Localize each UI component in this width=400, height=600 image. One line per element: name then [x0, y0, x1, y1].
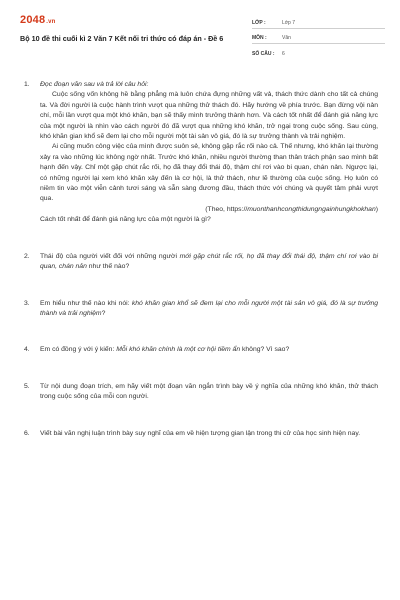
question-prefix: Em hiểu như thế nào khi nói:: [40, 299, 132, 307]
meta-value: 6: [282, 51, 285, 57]
questions-list: [24, 80, 378, 439]
question-body: [40, 299, 378, 320]
source-link[interactable]: muonthanhcongthidungngainhungkhokhan: [247, 205, 376, 213]
meta-row-class: [252, 14, 385, 29]
question-quote: mới gặp chút rắc rối, họ đã thay đổi thái độ, thậm chí rơi vào bi quan, chán nản: [40, 252, 378, 271]
meta-label: SỐ CÂU :: [252, 51, 275, 57]
question-instruction: Đọc đoạn văn sau và trả lời câu hỏi:: [40, 81, 149, 88]
question-prefix: Thái độ của người viết đối với những người: [40, 252, 180, 260]
question-text: Viết bài văn nghị luận trình bày suy nghĩ của em về hiện tượng gian lận trong thi cử của học sinh hiện nay.: [40, 429, 361, 437]
question-body: [40, 80, 378, 226]
source-suffix: ): [375, 205, 378, 213]
meta-label: MÔN :: [252, 35, 267, 41]
source-prefix: (Theo, https://: [205, 205, 248, 213]
question-suffix: ?: [101, 309, 106, 317]
question-text: Cách tốt nhất để đánh giá năng lực của một người là gì?: [40, 216, 211, 224]
question-quote: khó khăn gian khổ sẽ đem lại cho mỗi người một tài sản vô giá, đó là sự trưởng thành và trải nghiệm: [40, 299, 379, 317]
question-text: [40, 252, 378, 273]
question-3: [24, 299, 378, 320]
meta-label: LỚP :: [252, 20, 266, 26]
document-title: Bộ 10 đề thi cuối kì 2 Văn 7 Kết nối tri thức có đáp án - Đề 6: [20, 34, 224, 43]
question-text: Từ nội dung đoạn trích, em hãy viết một đoạn văn ngắn trình bày về ý nghĩa của những khó khăn, thử thách trong cuộc sống của mỗi con người.: [40, 382, 378, 401]
meta-row-count: [252, 44, 385, 59]
site-logo[interactable]: [20, 14, 56, 26]
document-header: [20, 12, 385, 62]
question-number: 5.: [24, 382, 30, 390]
question-suffix: như thế nào?: [86, 263, 130, 271]
question-5: [24, 382, 378, 403]
question-prefix: Em có đồng ý với ý kiến:: [40, 346, 117, 354]
question-4: [24, 345, 378, 355]
passage-source: [40, 205, 378, 215]
logo-suffix: .vn: [46, 19, 56, 25]
meta-value: Văn: [282, 35, 291, 41]
question-2: [24, 252, 378, 273]
document-meta: [252, 14, 385, 59]
question-text: [40, 345, 378, 355]
logo-main: 2048: [20, 14, 46, 26]
question-number: 3.: [24, 299, 30, 307]
question-number: 6.: [24, 429, 30, 437]
question-1: [24, 80, 378, 226]
question-6: [24, 429, 378, 439]
passage-paragraph-2: Ai cũng muốn công việc của mình được suôn sẻ, không gặp rắc rối nào cả. Thế nhưng, khó khăn lại thường xảy ra vào những lúc không ngờ nhất. Trước khó khăn, nhiều người thường than thân trách phận sao mình bất hạnh đến vậy. Chỉ một gặp chút rắc rối, họ đã thay đổi thái độ, thậm chí rơi vào bi quan, chán nản. Ngược lại, có những người lại xem khó khăn xảy đến là cơ hội, là thử thách, như lẽ thường của cuộc sống. Họ luôn có niềm tin vào một viễn cảnh tươi sáng và sẵn sàng đương đầu, thách thức với chúng và quyết tâm phải vượt qua.: [40, 143, 378, 203]
question-number: 4.: [24, 346, 30, 354]
question-body: [40, 382, 378, 403]
question-body: [40, 345, 378, 355]
meta-row-subject: [252, 29, 385, 44]
question-body: [40, 252, 378, 273]
meta-value: Lớp 7: [282, 20, 296, 26]
question-number: 1.: [24, 81, 30, 88]
question-quote: Mỗi khó khăn chính là một cơ hội tiềm ẩn: [116, 346, 241, 354]
question-suffix: không? Vì sao?: [240, 346, 290, 354]
question-body: [40, 429, 378, 439]
question-number: 2.: [24, 252, 30, 260]
passage-paragraph-1: Cuộc sống vốn không hề bằng phẳng mà luôn chứa đựng những vất vả, thách thức dành cho tất cả chúng ta. Và đời người là cuộc hành trình vượt qua những thử thách đó. Hãy hướng về phía trước. Bạn đừng vội nản chí, mỗi lần vượt qua một khó khăn, bạn sẽ thấy mình trưởng thành hơn. Và cách tốt nhất để đánh giá năng lực của một người là nhìn vào cách người đó đã vượt qua những khó khăn, trở ngại trong cuộc sống. Sau cùng, khó khăn gian khổ sẽ đem lại cho mỗi người một tài sản vô giá, đó là sự trưởng thành và trải nghiệm.: [40, 91, 378, 141]
question-text: [40, 299, 378, 320]
